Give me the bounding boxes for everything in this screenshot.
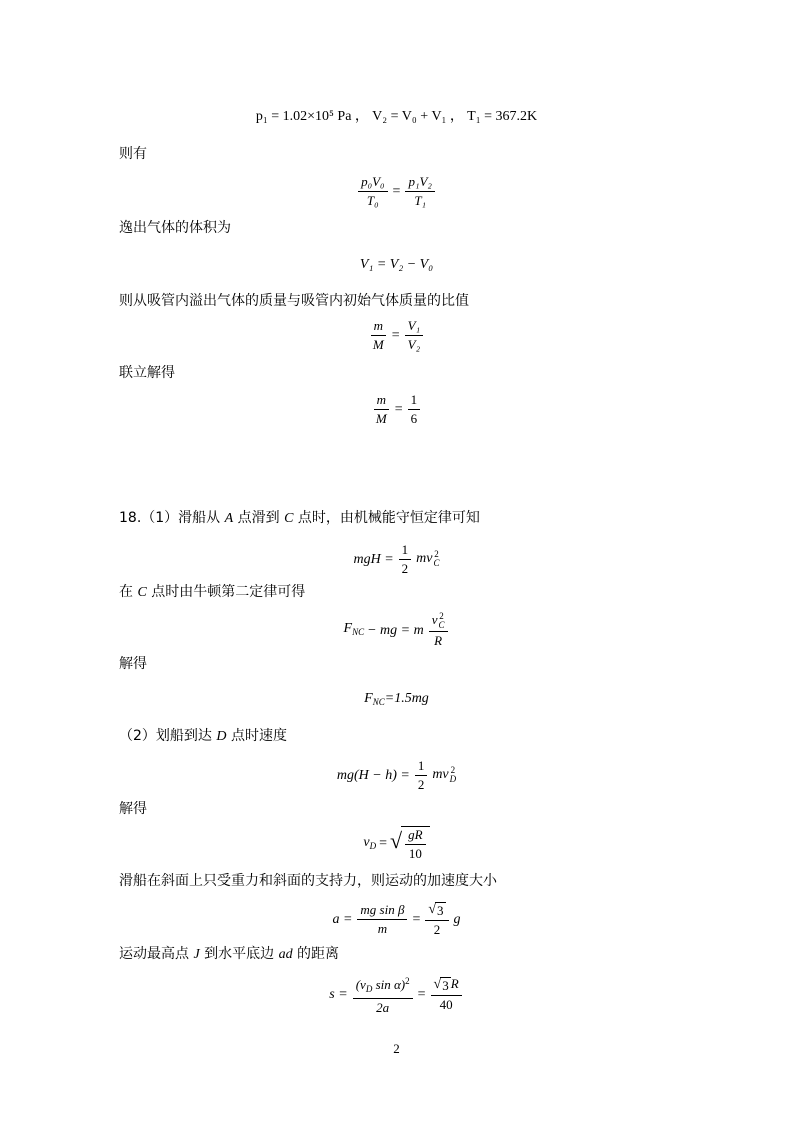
num-part: R	[450, 976, 459, 991]
fraction-rhs	[405, 174, 434, 209]
equation-vd-result: $v_D$ = √ $\frac{gR}{10}$	[0, 826, 793, 862]
eq-lhs: a =	[332, 911, 353, 927]
fraction-num: p₀V₀	[358, 174, 387, 192]
fraction-num: V₁	[405, 318, 423, 336]
fraction-num: 1	[408, 392, 421, 410]
text-incline-acceleration: 滑船在斜面上只受重力和斜面的支持力，则运动的加速度大小	[119, 873, 497, 889]
text-segment: 在	[119, 584, 133, 600]
fraction-root3R-over-40	[431, 976, 462, 1013]
fraction-lhs	[358, 174, 387, 209]
text-segment: （2）划船到达	[119, 728, 212, 744]
text-solve-2: 解得	[119, 801, 147, 817]
question-18-part2-heading	[119, 727, 287, 746]
fraction-result	[408, 392, 421, 427]
eq-lhs: mg(H − h) =	[336, 767, 410, 783]
fraction-num: v 2 C	[429, 612, 448, 632]
text-newton-at-c	[119, 583, 305, 602]
fraction-num: m	[371, 318, 386, 336]
eq-g: g	[453, 911, 461, 927]
eq-mid: − mg = m	[367, 622, 424, 638]
eq-lhs: F	[343, 621, 353, 636]
fraction-num: √ 3	[425, 901, 448, 921]
fraction-lhs	[373, 392, 390, 427]
fraction-num: 1	[399, 542, 412, 560]
fraction-den: 2	[433, 922, 441, 937]
text-segment: （1）滑船从	[141, 510, 221, 526]
text-mass-ratio: 则从吸管内溢出气体的质量与吸管内初始气体质量的比值	[119, 293, 469, 309]
page-number: 2	[393, 1041, 400, 1056]
equation-newton-second: $F_{NC}$ − mg = m v 2 C R	[0, 612, 793, 649]
given-values-text: p₁ = 1.02×10⁵ Pa ， V₂ = V₀ + V₁ ， T₁ = 367.2K	[255, 109, 538, 124]
eq-lhs: s =	[329, 986, 348, 1002]
text-segment: 点时，由机械能守恒定律可知	[297, 510, 480, 526]
point-label: J	[193, 947, 200, 962]
text-segment: 点时速度	[230, 728, 287, 744]
edge-label: ad	[278, 947, 293, 962]
square-root: √ $\frac{gR}{10}$	[390, 826, 430, 862]
equation-v1	[0, 256, 793, 274]
fraction-den: 10	[408, 846, 422, 861]
equation-energy-d: mg(H − h) = $\frac{1}{2}$ mv 2 D	[336, 758, 457, 792]
fraction-centripetal	[429, 612, 448, 649]
eq-rhs: mv	[416, 551, 433, 567]
text-escaped-volume: 逸出气体的体积为	[119, 220, 231, 236]
text-then-have: 则有	[119, 146, 147, 162]
fraction-den: M	[375, 411, 387, 426]
text-segment: 的距离	[297, 946, 340, 962]
fraction-den: m	[377, 921, 388, 936]
text-solve-together: 联立解得	[119, 365, 175, 381]
fraction-num: √ 3 R	[431, 976, 462, 996]
point-label: C	[137, 585, 147, 600]
fraction-den: V₂	[407, 337, 421, 352]
fraction-den: 2a	[376, 1000, 390, 1015]
equation-distance: s = $\frac{(v_D \sin \alpha)^2}{2a}$ = √ 3 R 40	[0, 973, 793, 1016]
equation-mass-ratio: $\frac{m}{M}$ = $\frac{\text{V₁}}{\text{V₂}}$	[0, 318, 793, 353]
point-label: D	[216, 729, 227, 744]
equation-energy-conservation: mgH = $\frac{1}{2}$ mv 2 C	[353, 542, 440, 576]
fraction-half	[415, 758, 428, 793]
num-part: sin α)	[375, 977, 406, 992]
fraction-den: 6	[410, 411, 418, 426]
fraction-num: p₁V₂	[405, 174, 434, 192]
equation-gas-law: $\frac{\text{p₀V₀}}{\text{T₀}}$ = $\frac{\text{p₁V₂}}{\text{T₁}}$	[0, 174, 793, 209]
text-segment: 点滑到	[237, 510, 280, 526]
question-number: 18.	[119, 510, 142, 526]
fraction-num: m	[374, 392, 389, 410]
fraction-lhs	[370, 318, 387, 353]
equation-fnc-result: $F_{NC}=1.5mg$	[364, 691, 429, 707]
text-solve-1: 解得	[119, 656, 147, 672]
text-segment: 点时由牛顿第二定律可得	[151, 584, 306, 600]
eq-rhs: mv	[432, 767, 449, 783]
fraction-den: 2	[417, 777, 425, 792]
fraction-under-root	[405, 827, 425, 862]
fraction-den: T₀	[366, 193, 379, 208]
eq-lhs: v	[363, 834, 370, 850]
fraction-den: M	[372, 337, 384, 352]
fraction-rhs	[405, 318, 423, 353]
text-segment: 到水平底边	[204, 946, 275, 962]
point-label: A	[224, 511, 234, 526]
point-label: C	[284, 511, 294, 526]
fraction-den: 2	[401, 561, 409, 576]
eq-rhs: =1.5mg	[384, 691, 429, 706]
fraction-distance	[353, 973, 413, 1016]
text-highest-point	[119, 945, 339, 964]
num-part: (v	[355, 977, 366, 992]
fraction-num: gR	[405, 827, 425, 845]
fraction-num: ($v_D$ sin α)$^2$	[353, 973, 413, 999]
equation-ratio-result: $\frac{m}{M}$ = $\frac{1}{6}$	[0, 392, 793, 427]
text-segment: 运动最高点	[119, 946, 189, 962]
question-18-part1-heading	[119, 509, 480, 528]
given-values-line	[0, 108, 793, 126]
fraction-half	[399, 542, 412, 577]
fraction-den: R	[434, 633, 443, 649]
fraction-num: mg sin β	[357, 902, 407, 920]
equation-acceleration: a = $\frac{\text{mg sin β}}{m}$ = √ 3 2 g	[332, 902, 461, 937]
equation-v1-text: V₁ = V₂ − V₀	[359, 257, 434, 272]
eq-lhs: mgH =	[353, 551, 394, 567]
fraction-den: 40	[439, 997, 453, 1012]
radicand: 3	[437, 903, 444, 918]
fraction-root3-over-2	[425, 901, 448, 938]
fraction-den: T₁	[414, 193, 427, 208]
fraction-acc	[357, 902, 407, 937]
fraction-num: 1	[415, 758, 428, 776]
